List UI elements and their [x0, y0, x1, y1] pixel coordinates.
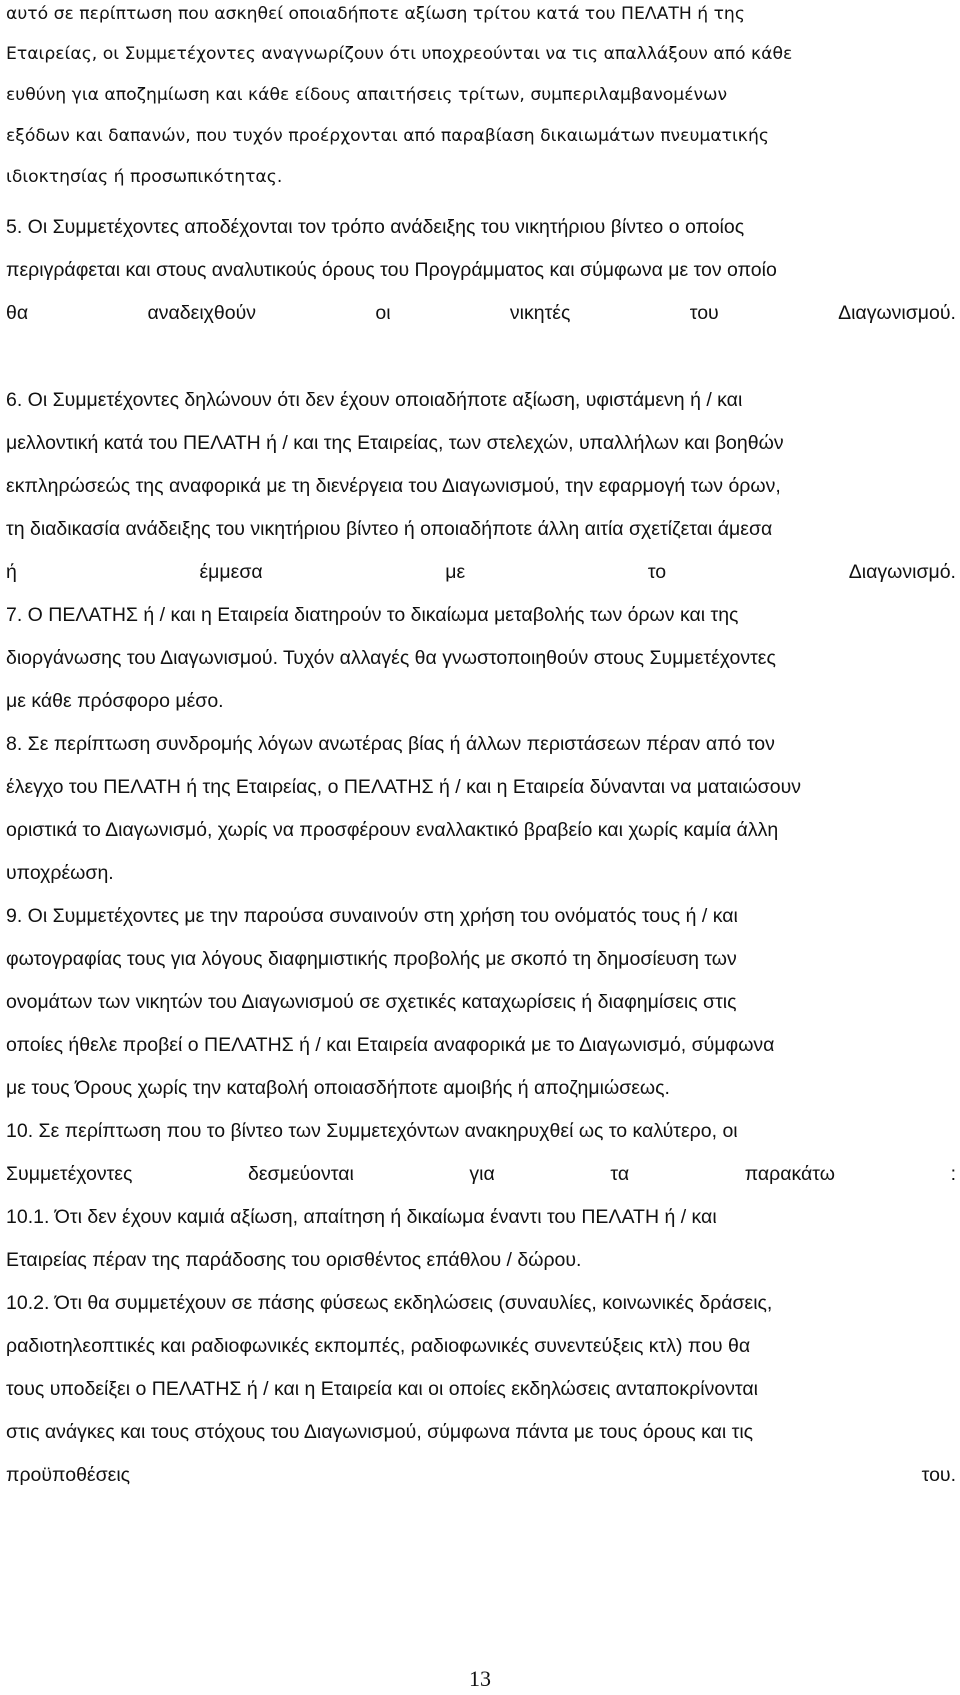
clause-5-line: περιγράφεται και στους αναλυτικούς όρους του Προγράμματος και σύμφωνα με τον οποίο [6, 259, 777, 281]
page-number: 13 [469, 1666, 491, 1691]
clause-6-line: τη διαδικασία ανάδειξης του νικητήριου βίντεο ή οποιαδήποτε άλλη αιτία σχετίζεται άμεσα [6, 518, 773, 540]
word: του. [921, 1464, 956, 1486]
word: Διαγωνισμό. [848, 561, 956, 583]
clause-10-2-line: ραδιοτηλεοπτικές και ραδιοφωνικές εκπομπές, ραδιοφωνικές συνεντεύξεις κτλ) που θα [6, 1335, 751, 1357]
clause-6-line: μελλοντική κατά του ΠΕΛΑΤΗ ή / και της Εταιρείας, των στελεχών, υπαλλήλων και βοηθών [6, 432, 784, 454]
clause-8-line: 8. Σε περίπτωση συνδρομής λόγων ανωτέρας βίας ή άλλων περιστάσεων πέραν από τον [6, 733, 775, 755]
clause-10-2-line: στις ανάγκες και τους στόχους του Διαγωνισμού, σύμφωνα πάντα με τους όρους και τις [6, 1421, 754, 1443]
word: προϋποθέσεις [6, 1464, 131, 1486]
clause-10-2-line: τους υποδείξει ο ΠΕΛΑΤΗΣ ή / και η Εταιρεία και οι οποίες εκδηλώσεις ανταποκρίνονται [6, 1378, 758, 1400]
word: Διαγωνισμού. [838, 302, 956, 324]
clause-9-line: ονομάτων των νικητών του Διαγωνισμού σε σχετικές καταχωρίσεις ή διαφημίσεις στις [6, 991, 737, 1013]
word: έμμεσα [199, 561, 263, 583]
clause-7-line: 7. Ο ΠΕΛΑΤΗΣ ή / και η Εταιρεία διατηρούν το δικαίωμα μεταβολής των όρων και της [6, 604, 739, 626]
word: του [689, 302, 719, 324]
clause-5-justified-line [6, 293, 956, 333]
clause-7-line: διοργάνωσης του Διαγωνισμού. Τυχόν αλλαγές θα γνωστοποιηθούν στους Συμμετέχοντες [6, 647, 776, 669]
document-page [6, 0, 956, 1695]
text-line: ευθύνη για αποζημίωση και κάθε είδους απαιτήσεις τρίτων, συμπεριλαμβανομένων [6, 85, 728, 105]
clause-10-1-line: 10.1. Ότι δεν έχουν καμιά αξίωση, απαίτηση ή δικαίωμα έναντι του ΠΕΛΑΤΗ ή / και [6, 1206, 717, 1228]
word: παρακάτω [744, 1163, 835, 1185]
word: θα [6, 302, 29, 324]
clause-6-justified-line [6, 552, 956, 592]
text-line: αυτό σε περίπτωση που ασκηθεί οποιαδήποτε αξίωση τρίτου κατά του ΠΕΛΑΤΗ ή της [6, 4, 745, 24]
clause-10-line: 10. Σε περίπτωση που το βίντεο των Συμμετεχόντων ανακηρυχθεί ως το καλύτερο, οι [6, 1120, 738, 1142]
word: αναδειχθούν [147, 302, 257, 324]
clause-8-line: οριστικά το Διαγωνισμό, χωρίς να προσφέρουν εναλλακτικό βραβείο και χωρίς καμία άλλη [6, 819, 779, 841]
clause-10-justified-line [6, 1154, 956, 1194]
word: δεσμεύονται [248, 1163, 354, 1185]
word: Συμμετέχοντες [6, 1163, 133, 1185]
clause-10-2-line: 10.2. Ότι θα συμμετέχουν σε πάσης φύσεως εκδηλώσεις (συναυλίες, κοινωνικές δράσεις, [6, 1292, 773, 1314]
clause-10-2-justified-line [6, 1455, 956, 1495]
clause-8-line: έλεγχο του ΠΕΛΑΤΗ ή της Εταιρείας, ο ΠΕΛΑΤΗΣ ή / και η Εταιρεία δύνανται να ματαιώσουν [6, 776, 801, 798]
word: ή [6, 561, 17, 583]
text-line: ιδιοκτησίας ή προσωπικότητας. [6, 167, 283, 187]
text-line: Εταιρείας, οι Συμμετέχοντες αναγνωρίζουν ότι υποχρεούνται να τις απαλλάξουν από κάθε [6, 44, 793, 64]
word: : [950, 1163, 956, 1185]
clause-6-line: 6. Οι Συμμετέχοντες δηλώνουν ότι δεν έχουν οποιαδήποτε αξίωση, υφιστάμενη ή / και [6, 389, 743, 411]
word: με [445, 561, 466, 583]
clause-5-line: 5. Οι Συμμετέχοντες αποδέχονται τον τρόπο ανάδειξης του νικητήριου βίντεο ο οποίος [6, 216, 745, 238]
clause-9-line: φωτογραφίας τους για λόγους διαφημιστικής προβολής με σκοπό τη δημοσίευση των [6, 948, 737, 970]
word: για [469, 1163, 495, 1185]
clause-8-line: υποχρέωση. [6, 862, 114, 884]
clause-9-line: οποίες ήθελε προβεί ο ΠΕΛΑΤΗΣ ή / και Εταιρεία αναφορικά με το Διαγωνισμό, σύμφωνα [6, 1034, 775, 1056]
word: οι [375, 302, 391, 324]
clause-10-1-line: Εταιρείας πέραν της παράδοσης του ορισθέντος επάθλου / δώρου. [6, 1249, 582, 1271]
clause-9-line: 9. Οι Συμμετέχοντες με την παρούσα συναινούν στη χρήση του ονόματός τους ή / και [6, 905, 738, 927]
word: το [647, 561, 667, 583]
word: τα [610, 1163, 630, 1185]
word: νικητές [509, 302, 571, 324]
clause-7-line: με κάθε πρόσφορο μέσο. [6, 690, 224, 712]
clause-6-line: εκπληρώσεώς της αναφορικά με τη διενέργεια του Διαγωνισμού, την εφαρμογή των όρων, [6, 475, 781, 497]
clause-9-line: με τους Όρους χωρίς την καταβολή οποιασδήποτε αμοιβής ή αποζημιώσεως. [6, 1077, 670, 1099]
text-line: εξόδων και δαπανών, που τυχόν προέρχονται από παραβίαση δικαιωμάτων πνευματικής [6, 126, 769, 146]
